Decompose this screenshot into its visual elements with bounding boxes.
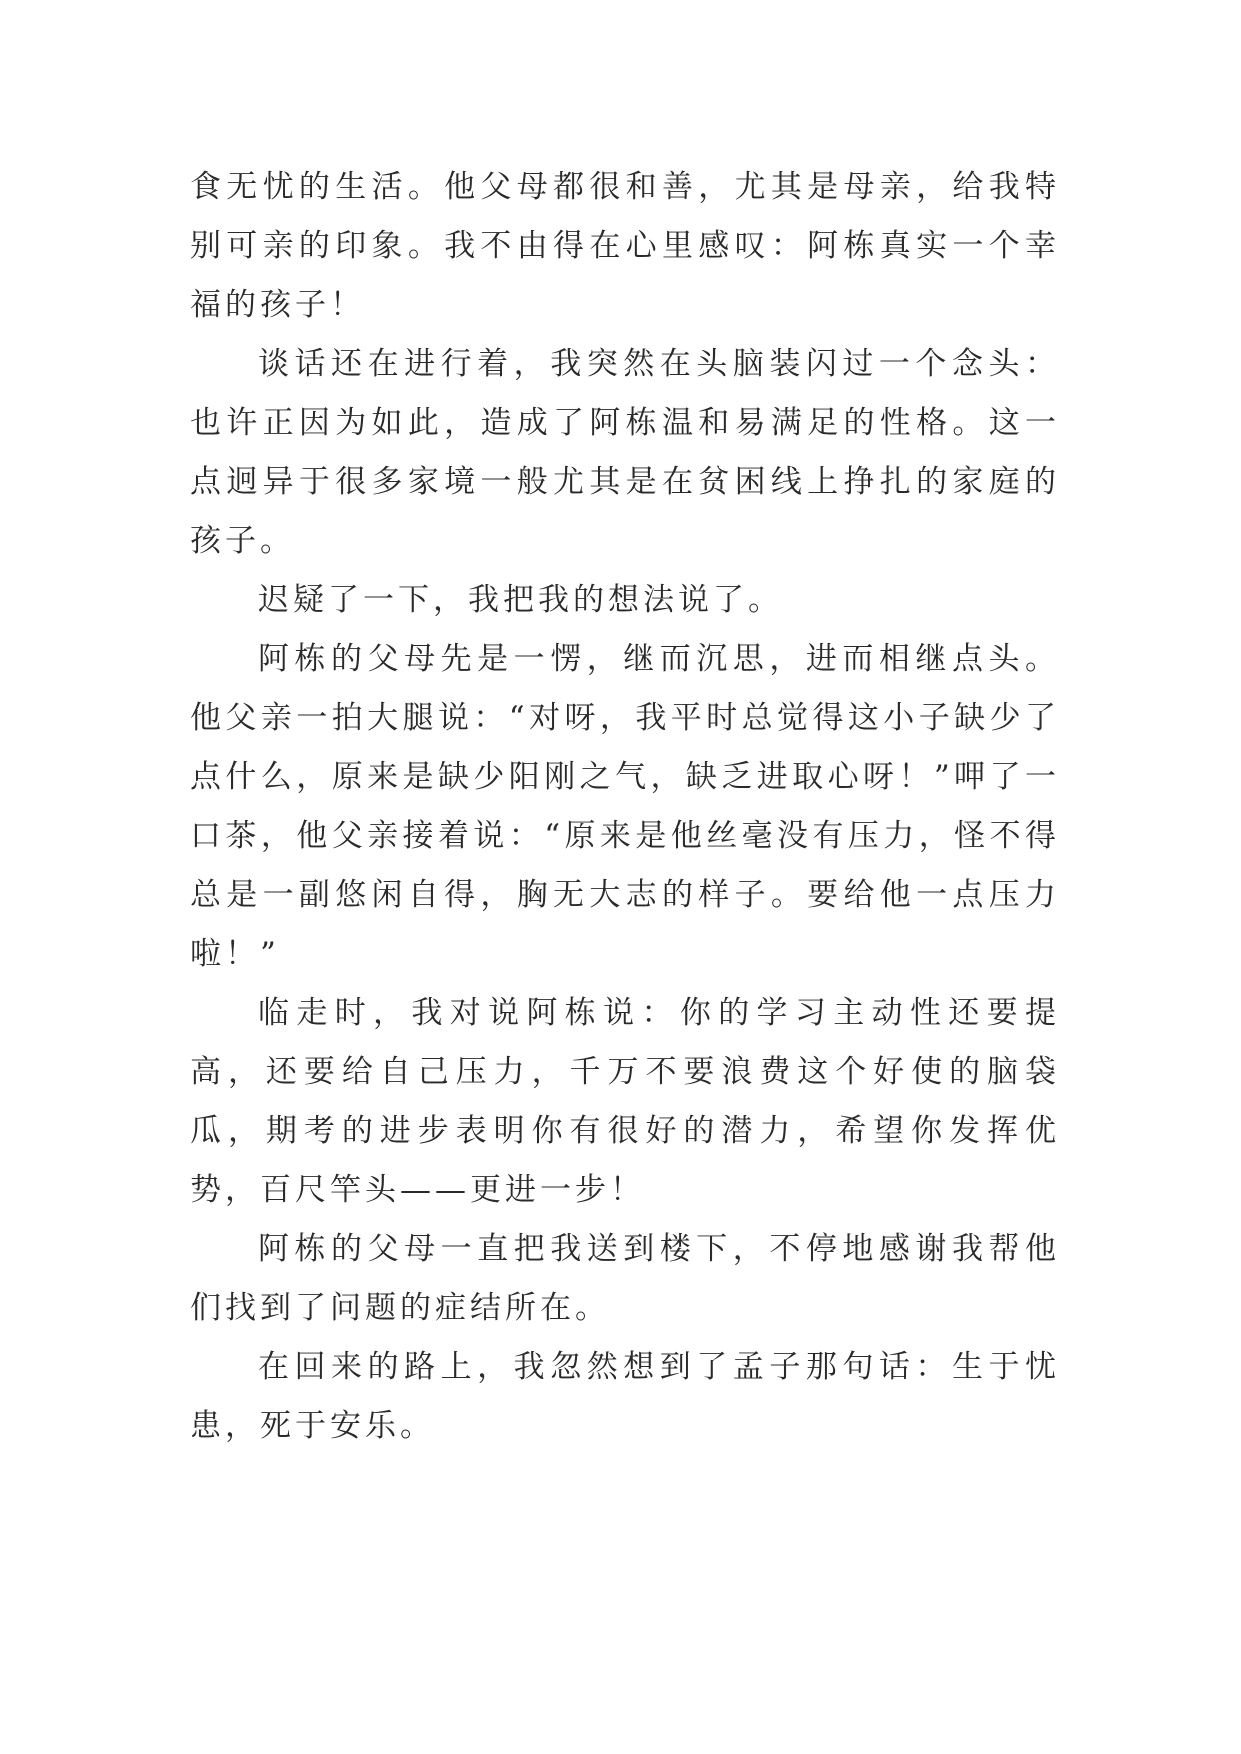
paragraph-3: 迟疑了一下，我把我的想法说了。: [258, 582, 783, 618]
paragraph-7: 在回来的路上，我忽然想到了孟子那句话：生于忧患，死于安乐。: [190, 1349, 1060, 1444]
paragraph-6: 阿栋的父母一直把我送到楼下，不停地感谢我帮他们找到了问题的症结所在。: [190, 1231, 1060, 1326]
document-body: [190, 158, 1060, 1456]
paragraph-4: 阿栋的父母先是一愣，继而沉思，进而相继点头。他父亲一拍大腿说：“对呀，我平时总觉得这小子缺少了点什么，原来是缺少阳刚之气，缺乏进取心呀！”呷了一口茶，他父亲接着说：“原来是他丝毫没有压力，怪不得总是一副悠闲自得，胸无大志的样子。要给他一点压力啦！”: [190, 641, 1060, 972]
paragraph-2: 谈话还在进行着，我突然在头脑装闪过一个念头：也许正因为如此，造成了阿栋温和易满足的性格。这一点迥异于很多家境一般尤其是在贫困线上挣扎的家庭的孩子。: [190, 346, 1060, 559]
paragraph-1: 食无忧的生活。他父母都很和善，尤其是母亲，给我特别可亲的印象。我不由得在心里感叹：阿栋真实一个幸福的孩子！: [190, 169, 1060, 323]
paragraph-5: 临走时，我对说阿栋说：你的学习主动性还要提高，还要给自己压力，千万不要浪费这个好使的脑袋瓜，期考的进步表明你有很好的潜力，希望你发挥优势，百尺竿头——更进一步！: [190, 995, 1060, 1208]
